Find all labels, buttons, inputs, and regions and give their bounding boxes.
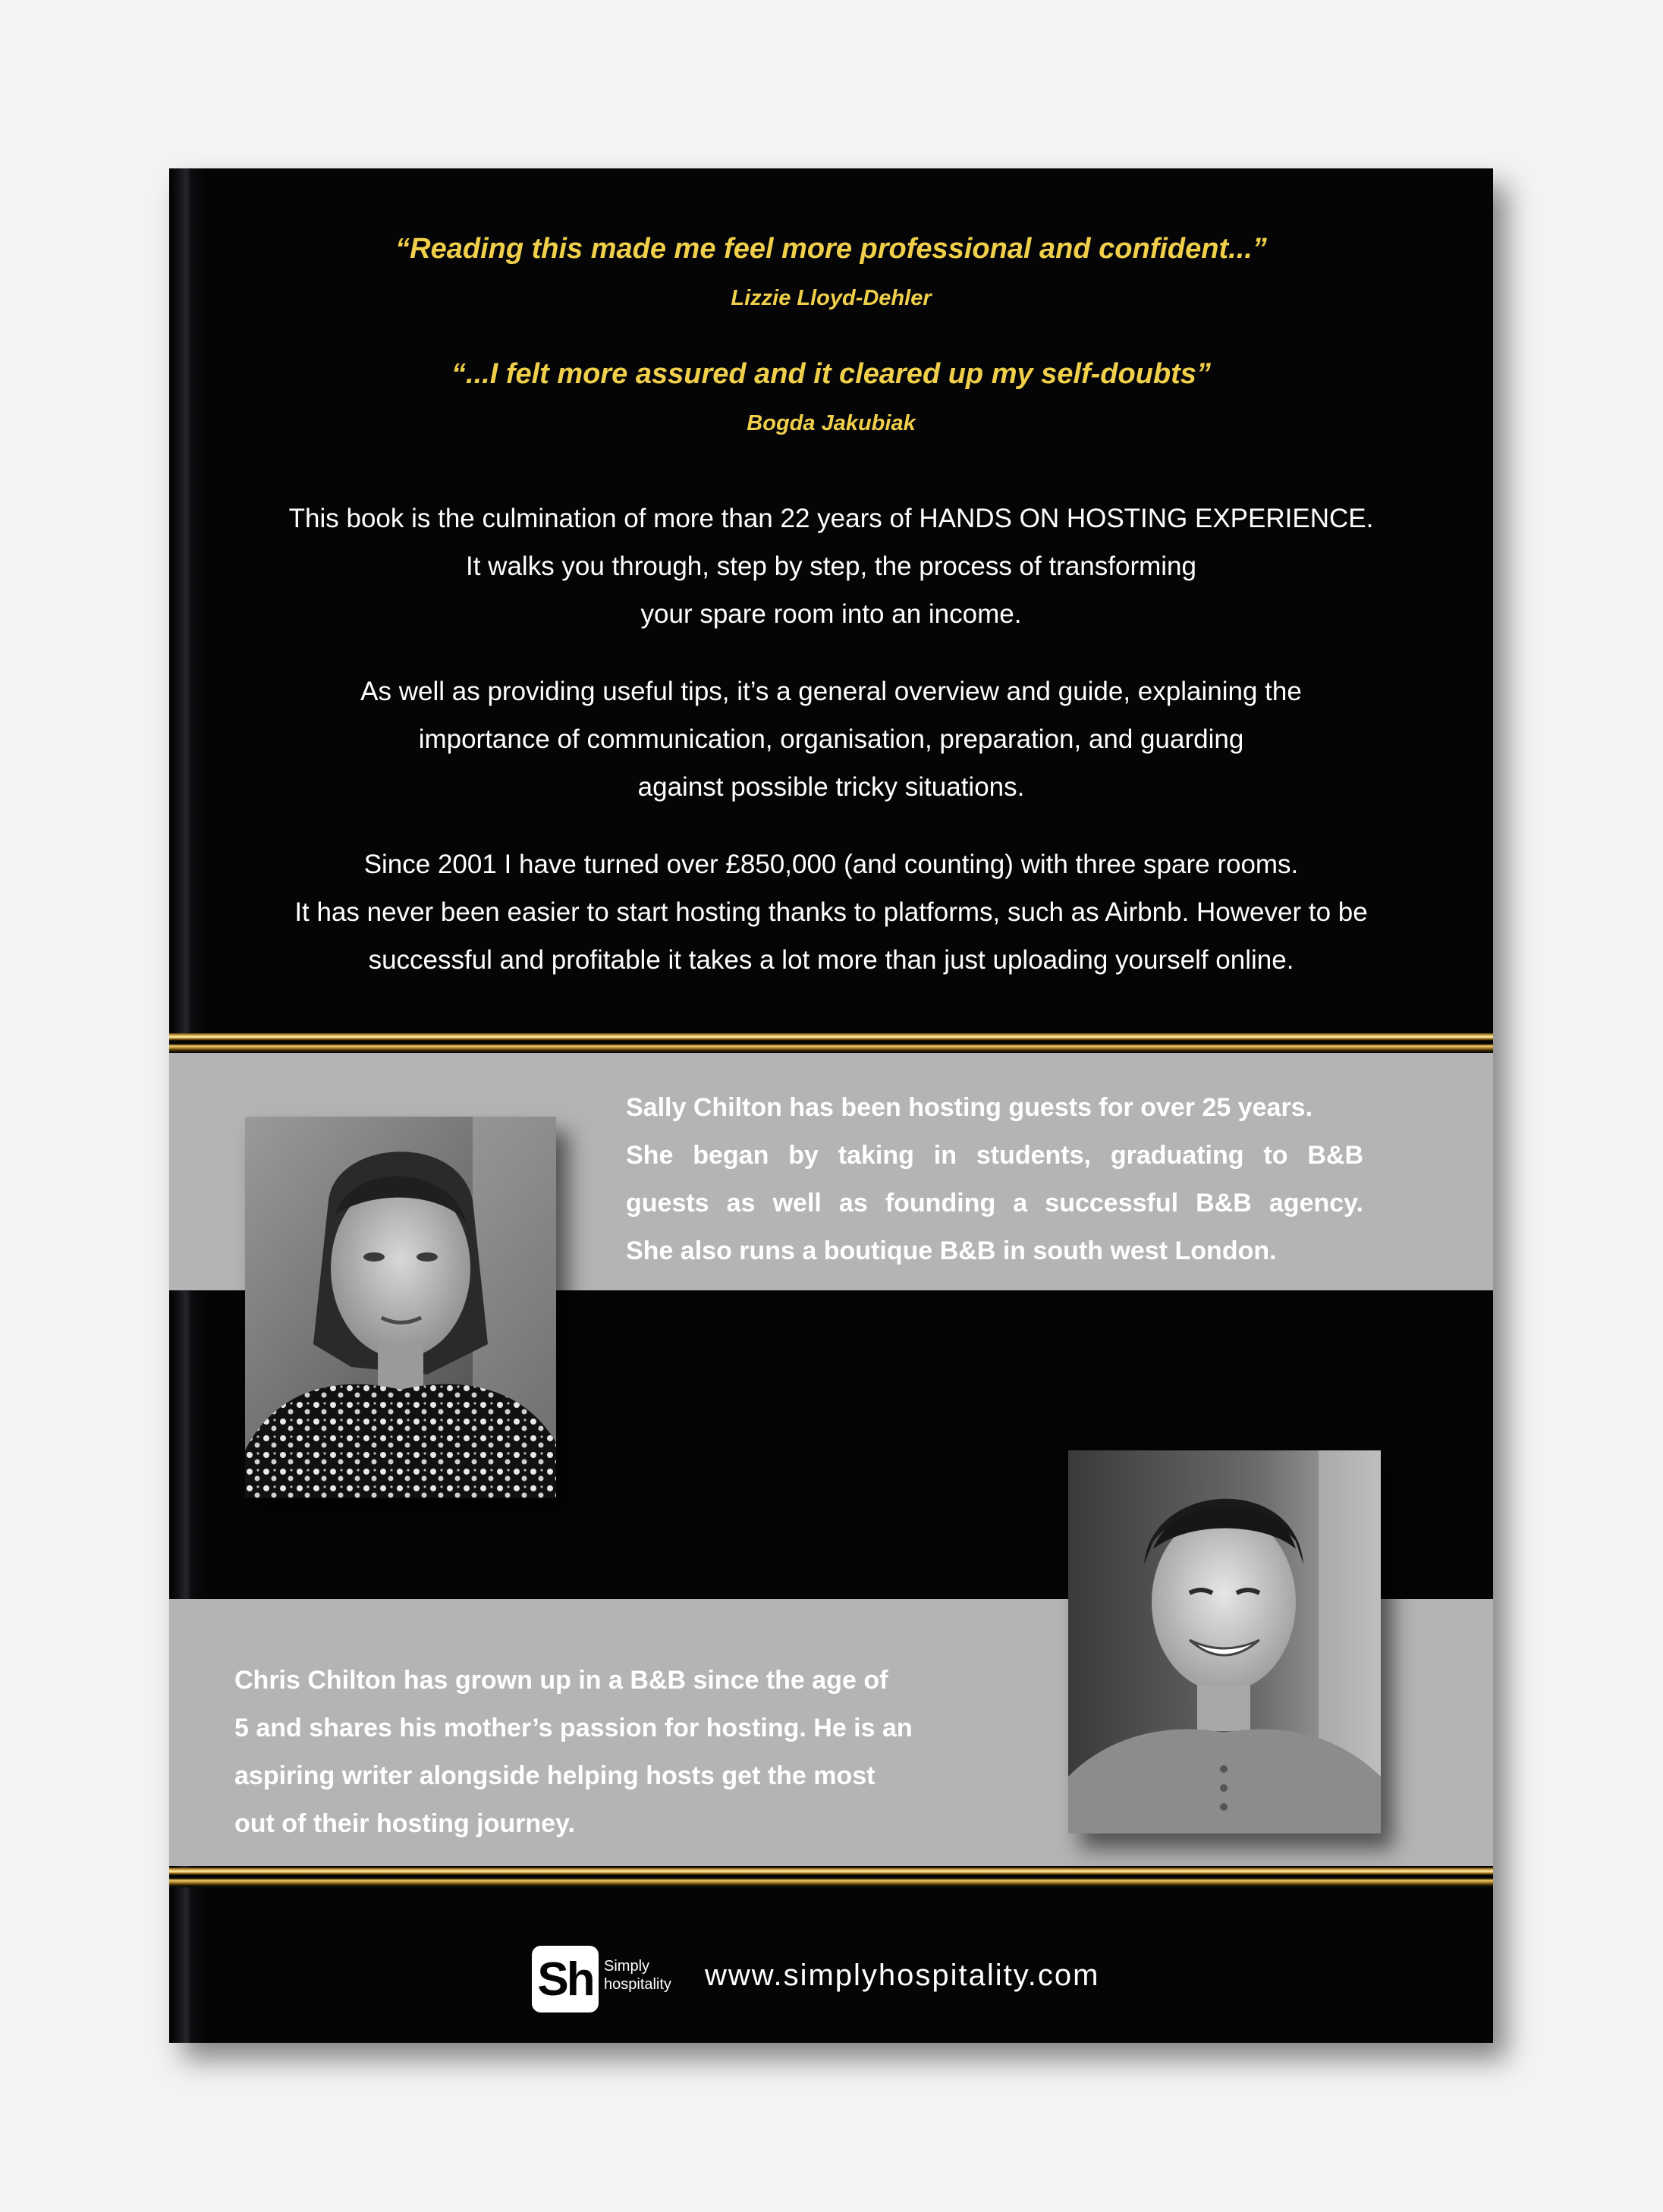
gold-divider-top <box>169 1033 1493 1053</box>
logo-wordmark <box>604 1957 671 1994</box>
description-paragraph-1 <box>230 495 1432 638</box>
gold-divider-bottom <box>169 1868 1493 1887</box>
paragraph-line: As well as providing useful tips, it’s a general overview and guide, explaining the <box>360 677 1302 706</box>
paragraph-line: This book is the culmination of more than 22 years of HANDS ON HOSTING EXPERIENCE. <box>288 504 1374 533</box>
logo-line1: Simply <box>604 1958 650 1975</box>
website-url[interactable]: www.simplyhospitality.com <box>705 1959 1100 1992</box>
paragraph-line: Since 2001 I have turned over £850,000 (and counting) with three spare rooms. <box>363 850 1299 879</box>
quote-2-text: “...I felt more assured and it cleared up my self-doubts” <box>451 358 1211 390</box>
paragraph-line: your spare room into an income. <box>640 599 1022 629</box>
chris-chilton-bio <box>234 1657 993 1848</box>
portrait-woman-image <box>245 1117 556 1498</box>
bio-line: She began by taking in students, graduating to B&B <box>626 1141 1363 1170</box>
bio-line: guests as well as founding a successful B&B agency. <box>626 1189 1363 1218</box>
sally-chilton-bio <box>626 1084 1363 1275</box>
portrait-man-image <box>1068 1450 1381 1833</box>
bio-line: Chris Chilton has grown up in a B&B since the age of <box>234 1666 888 1695</box>
chris-chilton-photo <box>1068 1450 1381 1833</box>
simply-hospitality-logo <box>532 1946 599 2012</box>
description-paragraph-2 <box>230 668 1432 811</box>
quote-1-author: Lizzie Lloyd-Dehler <box>731 286 932 310</box>
bio-line: out of their hosting journey. <box>234 1809 575 1838</box>
paragraph-line: importance of communication, organisation, preparation, and guarding <box>418 724 1244 754</box>
paragraph-line: It has never been easier to start hosting thanks to platforms, such as Airbnb. However to be <box>294 897 1368 927</box>
description-paragraph-3 <box>230 840 1432 984</box>
bio-line: aspiring writer alongside helping hosts get the most <box>234 1761 876 1790</box>
paragraph-line: successful and profitable it takes a lot more than just uploading yourself online. <box>368 945 1294 975</box>
bio-line: 5 and shares his mother’s passion for hosting. He is an <box>234 1714 913 1742</box>
quote-1-text: “Reading this made me feel more professional and confident...” <box>395 233 1267 265</box>
logo-mark: Sh <box>537 1953 593 2006</box>
paragraph-line: It walks you through, step by step, the process of transforming <box>466 551 1196 581</box>
quote-2-author: Bogda Jakubiak <box>747 411 916 435</box>
logo-line2: hospitality <box>604 1976 671 1993</box>
bio-line: Sally Chilton has been hosting guests for over 25 years. <box>626 1093 1313 1122</box>
sally-chilton-photo <box>245 1117 556 1498</box>
paragraph-line: against possible tricky situations. <box>637 772 1025 802</box>
bio-line: She also runs a boutique B&B in south west London. <box>626 1236 1277 1265</box>
book-back-cover <box>169 168 1493 2043</box>
